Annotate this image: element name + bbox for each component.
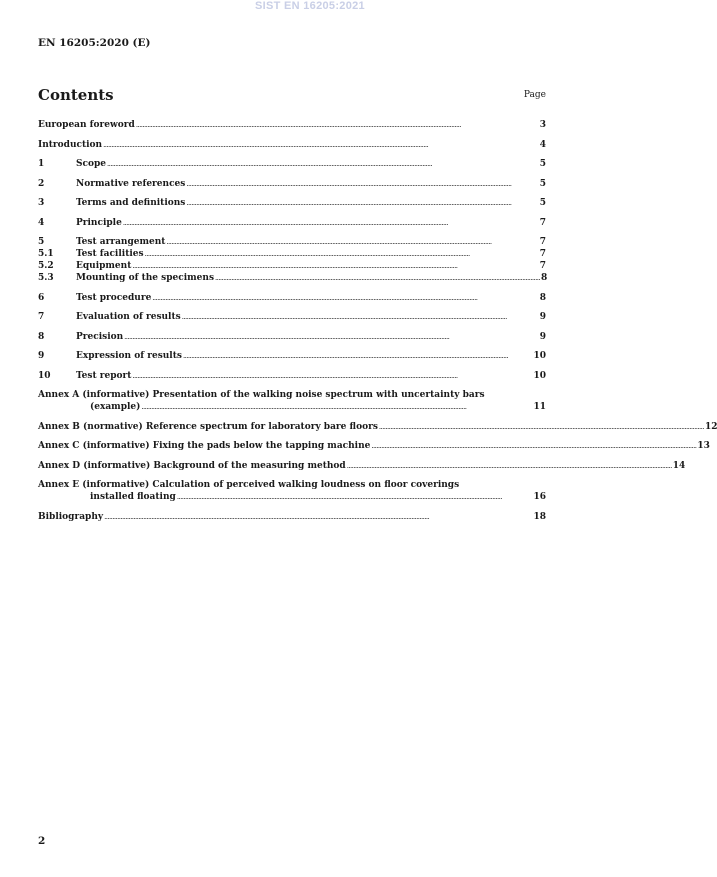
table-of-contents xyxy=(38,119,717,523)
toc-entry-annex-e[interactable] xyxy=(38,479,546,503)
toc-entry-title: Equipment xyxy=(76,261,132,271)
toc-entry-number: 5.3 xyxy=(38,273,54,283)
toc-entry-page: 8 xyxy=(539,292,546,303)
toc-entry-title: Annex E (informative) Calculation of perceived walking loudness on floor coverings xyxy=(38,480,460,490)
toc-entry-number: 3 xyxy=(38,198,45,208)
toc-entry-page: 7 xyxy=(539,261,546,271)
toc-entry-european-foreword[interactable] xyxy=(38,119,546,131)
leader-dots: ........................................................................................................................................................................................................ xyxy=(124,332,450,341)
toc-entry-bibliography[interactable] xyxy=(38,511,546,523)
leader-dots: ........................................................................................................................................................................................................ xyxy=(144,250,470,258)
toc-entry-number: 1 xyxy=(38,159,45,169)
toc-entry-title: Annex A (informative) Presentation of the walking noise spectrum with uncertainty bars xyxy=(38,390,485,400)
toc-entry-title: Annex B (normative) Reference spectrum for laboratory bare floors xyxy=(38,421,378,432)
toc-entry-page: 11 xyxy=(533,402,546,412)
leader-dots: ........................................................................................................................................................................................................ xyxy=(181,313,507,321)
toc-entry-introduction[interactable] xyxy=(38,139,546,151)
toc-entry-page: 3 xyxy=(539,120,546,130)
watermark: SIST EN 16205:2021 xyxy=(255,0,365,12)
leader-dots: ........................................................................................................................................................................................................ xyxy=(103,140,429,149)
toc-entry-title: Bibliography xyxy=(38,511,104,522)
toc-entry-page: 10 xyxy=(533,370,546,381)
leader-dots: ........................................................................................................................................................................................................ xyxy=(176,493,502,501)
toc-entry-title: Test procedure xyxy=(76,292,152,303)
toc-entry-test-procedure[interactable] xyxy=(38,292,546,304)
leader-dots: ........................................................................................................................................................................................................ xyxy=(135,121,461,129)
leader-dots: ........................................................................................................................................................................................................ xyxy=(215,274,541,282)
toc-entry-page: 7 xyxy=(539,249,546,259)
toc-entry-title: Test report xyxy=(76,370,132,381)
toc-entry-title: Test arrangement xyxy=(76,237,166,247)
toc-entry-equipment[interactable] xyxy=(38,260,546,272)
toc-entry-test-arrangement[interactable] xyxy=(38,236,546,248)
toc-entry-scope[interactable] xyxy=(38,158,546,170)
toc-entry-mounting-of-the-specimens[interactable] xyxy=(38,272,546,284)
toc-entry-principle[interactable] xyxy=(38,217,546,229)
contents-heading: Contents xyxy=(38,86,114,104)
toc-entry-evaluation-of-results[interactable] xyxy=(38,311,546,323)
toc-entry-title: Precision xyxy=(76,331,124,342)
leader-dots: ........................................................................................................................................................................................................ xyxy=(182,352,508,360)
toc-entry-page: 16 xyxy=(533,492,546,502)
toc-entry-title: European foreword xyxy=(38,120,135,130)
toc-entry-title: Scope xyxy=(76,159,107,169)
leader-dots: ........................................................................................................................................................................................................ xyxy=(346,461,672,470)
toc-entry-number: 7 xyxy=(38,312,45,322)
toc-entry-page: 8 xyxy=(541,273,548,283)
toc-entry-page: 7 xyxy=(539,217,546,228)
toc-entry-title: Test facilities xyxy=(76,249,144,259)
leader-dots: ........................................................................................................................................................................................................ xyxy=(166,238,492,246)
leader-dots: ........................................................................................................................................................................................................ xyxy=(152,293,478,302)
toc-entry-terms-and-definitions[interactable] xyxy=(38,197,546,209)
toc-entry-continuation xyxy=(38,491,546,503)
toc-entry-precision[interactable] xyxy=(38,331,546,343)
toc-entry-number: 5 xyxy=(38,237,45,247)
toc-entry-number: 2 xyxy=(38,178,45,189)
toc-entry-annex-a[interactable] xyxy=(38,389,546,413)
toc-entry-test-facilities[interactable] xyxy=(38,248,546,260)
page-number: 2 xyxy=(38,835,46,847)
toc-entry-page: 13 xyxy=(697,441,710,451)
toc-entry-page: 14 xyxy=(672,460,686,471)
toc-entry-number: 10 xyxy=(38,370,51,381)
toc-entry-page: 5 xyxy=(539,198,546,208)
toc-entry-title: Expression of results xyxy=(76,351,182,361)
toc-entry-title-continuation: (example) xyxy=(90,402,141,412)
leader-dots: ........................................................................................................................................................................................................ xyxy=(107,160,433,168)
leader-dots: ........................................................................................................................................................................................................ xyxy=(132,371,458,380)
leader-dots: ........................................................................................................................................................................................................ xyxy=(122,218,448,227)
toc-entry-title: Terms and definitions xyxy=(76,198,186,208)
toc-entry-test-report[interactable] xyxy=(38,370,546,382)
toc-entry-page: 12 xyxy=(704,421,717,432)
toc-entry-page: 18 xyxy=(533,511,546,522)
toc-entry-annex-d[interactable] xyxy=(38,460,686,472)
toc-entry-page: 9 xyxy=(539,331,546,342)
toc-entry-title: Principle xyxy=(76,217,122,228)
document-id: EN 16205:2020 (E) xyxy=(38,37,151,49)
page-column-label: Page xyxy=(523,90,546,100)
toc-entry-page: 5 xyxy=(539,159,546,169)
toc-entry-expression-of-results[interactable] xyxy=(38,350,546,362)
toc-entry-page: 10 xyxy=(533,351,546,361)
leader-dots: ........................................................................................................................................................................................................ xyxy=(186,199,512,207)
toc-entry-number: 4 xyxy=(38,217,45,228)
toc-entry-title: Introduction xyxy=(38,139,103,150)
toc-entry-continuation xyxy=(38,401,546,413)
toc-entry-page: 4 xyxy=(539,139,546,150)
toc-entry-title: Mounting of the specimens xyxy=(76,273,215,283)
toc-entry-annex-c[interactable] xyxy=(38,440,710,452)
toc-entry-title: Annex C (informative) Fixing the pads below the tapping machine xyxy=(38,441,371,451)
leader-dots: ........................................................................................................................................................................................................ xyxy=(141,403,467,411)
toc-entry-number: 5.2 xyxy=(38,261,54,271)
toc-entry-page: 7 xyxy=(539,237,546,247)
leader-dots: ........................................................................................................................................................................................................ xyxy=(104,512,430,521)
leader-dots: ........................................................................................................................................................................................................ xyxy=(371,442,697,450)
toc-entry-number: 9 xyxy=(38,351,45,361)
toc-entry-number: 6 xyxy=(38,292,45,303)
toc-entry-normative-references[interactable] xyxy=(38,178,546,190)
leader-dots: ........................................................................................................................................................................................................ xyxy=(378,422,704,431)
toc-entry-page: 9 xyxy=(539,312,546,322)
toc-entry-page: 5 xyxy=(539,178,546,189)
toc-entry-title: Evaluation of results xyxy=(76,312,181,322)
toc-entry-title-continuation: installed floating xyxy=(90,492,176,502)
toc-entry-title: Normative references xyxy=(76,178,186,189)
toc-entry-number: 5.1 xyxy=(38,249,54,259)
leader-dots: ........................................................................................................................................................................................................ xyxy=(132,262,458,270)
toc-entry-number: 8 xyxy=(38,331,45,342)
toc-entry-title: Annex D (informative) Background of the measuring method xyxy=(38,460,346,471)
toc-entry-annex-b[interactable] xyxy=(38,421,717,433)
leader-dots: ........................................................................................................................................................................................................ xyxy=(186,179,512,188)
